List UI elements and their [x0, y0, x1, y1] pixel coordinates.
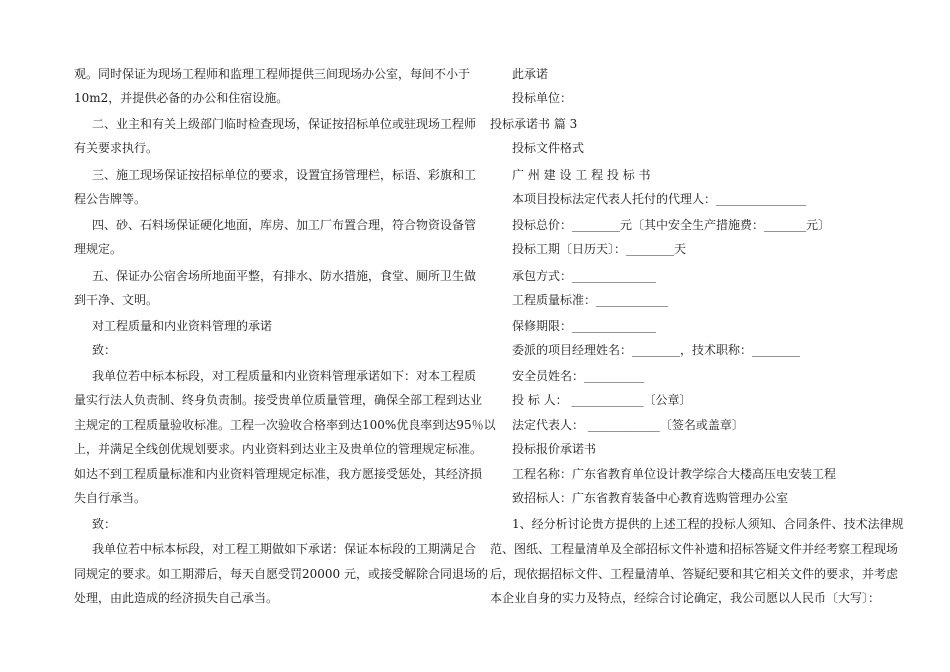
text-line: 投标工期〔日历天〕：________天 — [512, 242, 687, 256]
text-line: 上，并满足全线创优规划要求。内业资料到达业主及贵单位的管理规定标准。 — [74, 442, 483, 456]
text-line: 致： — [92, 343, 117, 357]
text-line: 投标总价：________元〔其中安全生产措施费：_______元〕 — [512, 218, 831, 232]
text-line: 1、经分析讨论贵方提供的上述工程的投标人须知、合同条件、技术法律规 — [512, 517, 904, 531]
text-line: 此承诺 — [512, 67, 549, 81]
text-line: 处理，由此造成的经济损失自己承当。 — [74, 591, 279, 605]
text-line: 投标文件格式 — [512, 141, 585, 155]
text-line: 我单位若中标本标段，对工程工期做如下承诺：保证本标段的工期满足合 — [92, 542, 477, 556]
text-line: 投标承诺书 篇 3 — [490, 117, 578, 131]
text-line: 致招标人：广东省教育装备中心教育选购管理办公室 — [512, 491, 789, 505]
text-line: 主规定的工程质量验收标准。工程一次验收合格率到达100%优良率到达95％以 — [74, 418, 496, 432]
text-line: 承包方式：______________ — [512, 269, 657, 283]
text-line: 致： — [92, 517, 117, 531]
text-line: 三、施工现场保证按招标单位的要求，设置宜扬管理栏，标语、彩旗和工 — [92, 168, 477, 182]
text-line: 如达不到工程质量标准和内业资料管理规定标准，我方愿接受惩处，其经济损 — [74, 467, 483, 481]
text-line: 量实行法人负责制、终身负责制。接受贵单位质量管理，确保全部工程到达业 — [74, 393, 483, 407]
text-line: 保修期限：______________ — [512, 319, 657, 333]
text-line: 我单位若中标本标段，对工程质量和内业资料管理承诺如下：对本工程质 — [92, 369, 477, 383]
text-line: 五、保证办公宿舍场所地面平整，有排水、防水措施，食堂、厕所卫生做 — [92, 269, 477, 283]
text-line: 10m2，并提供必备的办公和住宿设施。 — [74, 91, 289, 105]
text-line: 有关要求执行。 — [74, 141, 159, 155]
text-line: 四、砂、石料场保证硬化地面，库房、加工厂布置合理，符合物资设备管 — [92, 218, 477, 232]
text-line: 投标单位： — [512, 91, 573, 105]
text-line: 法定代表人： ____________〔签名或盖章〕 — [512, 418, 744, 432]
text-line: 投 标 人： ____________〔公章〕 — [512, 393, 692, 407]
text-line: 失自行承当。 — [74, 491, 147, 505]
text-line: 工程质量标准：____________ — [512, 293, 669, 307]
text-line: 本项目投标法定代表人托付的代理人：_______________ — [512, 192, 807, 206]
text-line: 范、图纸、工程量清单及全部招标文件补遗和招标答疑文件并经考察工程现场 — [490, 542, 899, 556]
text-line: 投标报价承诺书 — [512, 442, 597, 456]
text-line: 到干净、文明。 — [74, 293, 159, 307]
text-line: 对工程质量和内业资料管理的承诺 — [92, 319, 273, 333]
text-line: 理规定。 — [74, 242, 123, 256]
text-line: 广 州 建 设 工 程 投 标 书 — [512, 168, 651, 182]
text-line: 工程名称：广东省教育单位设计教学综合大楼高压电安装工程 — [512, 467, 837, 481]
text-line: 二、业主和有关上级部门临时检查现场，保证按招标单位或驻现场工程师 — [92, 117, 477, 131]
text-line: 后，现依据招标文件、工程量清单、答疑纪要和其它相关文件的要求，并考虑 — [490, 567, 899, 581]
text-line: 同规定的要求。如工期滞后，每天自愿受罚20000 元，或接受解除合同退场的 — [74, 567, 488, 581]
text-line: 观。同时保证为现场工程师和监理工程师提供三间现场办公室，每间不小于 — [74, 67, 471, 81]
text-line: 安全员姓名：__________ — [512, 369, 645, 383]
text-line: 委派的项目经理姓名：________，技术职称：________ — [512, 343, 801, 357]
text-line: 本企业自身的实力及特点，经综合讨论确定，我公司愿以人民币〔大写〕： — [490, 591, 881, 605]
text-line: 程公告牌等。 — [74, 192, 147, 206]
